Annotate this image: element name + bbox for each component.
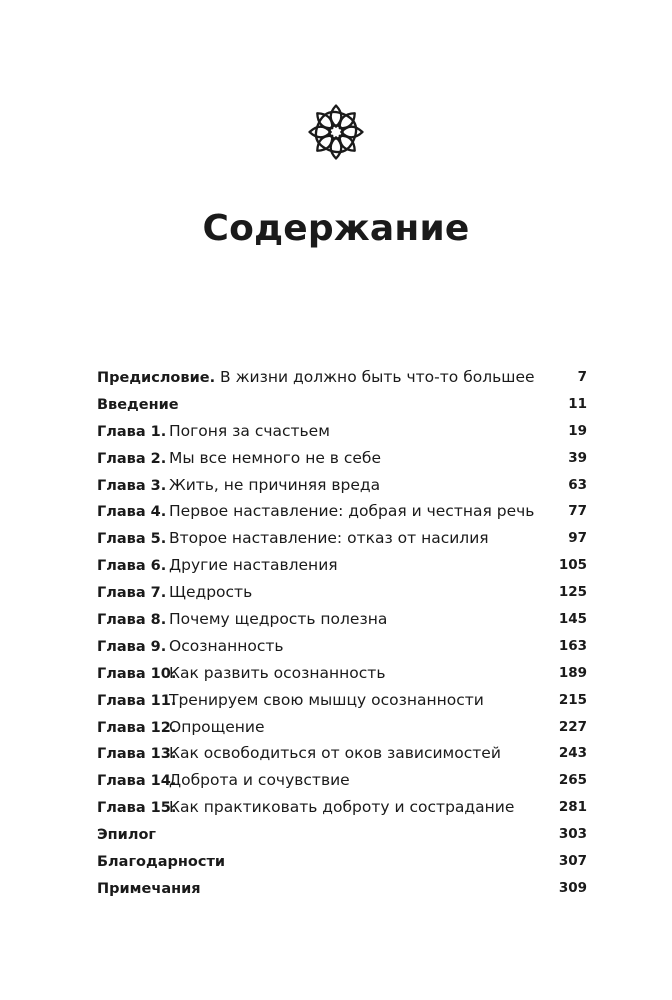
toc-label: Глава 14.: [97, 773, 177, 790]
toc-entry-chapter-13: [97, 740, 587, 767]
toc-page-number: 19: [568, 422, 587, 439]
toc-label: Глава 13.: [97, 746, 177, 763]
toc-page-number: 215: [558, 691, 587, 708]
toc-title: Щедрость: [169, 583, 253, 602]
toc-title: Первое наставление: добрая и честная речь: [169, 502, 535, 521]
toc-page-number: 281: [558, 799, 587, 816]
toc-title: Опрощение: [169, 717, 265, 736]
toc-entry-chapter-11: [97, 687, 587, 714]
toc-title: Как практиковать доброту и сострадание: [169, 798, 515, 817]
table-of-contents: [97, 364, 587, 902]
toc-entry-chapter-10: [97, 660, 587, 687]
toc-title: Мы все немного не в себе: [169, 448, 382, 467]
toc-title: Доброта и сочувствие: [169, 771, 350, 790]
toc-title: Почему щедрость полезна: [169, 610, 388, 629]
toc-label: Примечания: [97, 880, 201, 897]
toc-label: Глава 10.: [97, 665, 177, 682]
toc-entry-introduction: [97, 391, 587, 418]
toc-label: Глава 7.: [97, 585, 167, 602]
lotus-icon: [306, 100, 366, 164]
toc-entry-chapter-4: [97, 498, 587, 525]
toc-entry-chapter-9: [97, 633, 587, 660]
toc-page-number: 11: [568, 395, 587, 412]
toc-entry-chapter-14: [97, 767, 587, 794]
toc-page-number: 303: [558, 826, 587, 843]
toc-entry-chapter-3: [97, 472, 587, 499]
toc-label: Глава 4.: [97, 504, 167, 521]
toc-label: Глава 6.: [97, 558, 167, 575]
toc-page-number: 307: [558, 853, 587, 870]
toc-label: Благодарности: [97, 854, 226, 871]
toc-page-number: 145: [558, 611, 587, 628]
toc-title: В жизни должно быть что-то большее: [220, 368, 535, 386]
toc-page-number: 309: [558, 879, 587, 896]
toc-title: Тренируем свою мышцу осознанности: [169, 690, 484, 709]
toc-label: Эпилог: [97, 827, 156, 844]
toc-title: Жить, не причиняя вреда: [169, 475, 381, 494]
toc-page-number: 243: [558, 745, 587, 762]
toc-label: Предисловие.: [97, 370, 216, 386]
toc-label: Глава 8.: [97, 612, 167, 629]
toc-label: Глава 12.: [97, 719, 177, 736]
toc-title: Как развить осознанность: [169, 663, 386, 682]
toc-title: Погоня за счастьем: [169, 421, 330, 440]
toc-page-number: 77: [568, 503, 587, 520]
toc-entry-chapter-15: [97, 794, 587, 821]
toc-entry-chapter-2: [97, 445, 587, 472]
toc-page-number: 227: [558, 718, 587, 735]
toc-label: Глава 9.: [97, 638, 167, 655]
toc-label: Глава 5.: [97, 531, 167, 548]
toc-entry-chapter-8: [97, 606, 587, 633]
toc-title: Как освободиться от оков зависимостей: [169, 744, 501, 763]
toc-page-number: 97: [568, 530, 587, 547]
toc-page-number: 265: [558, 772, 587, 789]
toc-entry-preface: [97, 364, 587, 391]
toc-entry-chapter-7: [97, 579, 587, 606]
toc-label: Глава 15.: [97, 800, 177, 817]
toc-page-number: 105: [558, 557, 587, 574]
toc-label: Глава 11.: [97, 692, 177, 709]
toc-entry-notes: [97, 875, 587, 902]
toc-label: Глава 2.: [97, 450, 167, 467]
toc-label: Глава 1.: [97, 423, 167, 440]
toc-page-number: 7: [577, 369, 587, 385]
toc-label: Глава 3.: [97, 477, 167, 494]
toc-page-number: 39: [568, 449, 587, 466]
toc-page-number: 163: [558, 637, 587, 654]
toc-entry-chapter-1: [97, 418, 587, 445]
toc-entry-chapter-12: [97, 714, 587, 741]
toc-page-number: 125: [558, 584, 587, 601]
toc-entry-chapter-6: [97, 552, 587, 579]
toc-title: Осознанность: [169, 636, 284, 655]
toc-entry-epilogue: [97, 821, 587, 848]
toc-entry-chapter-5: [97, 525, 587, 552]
toc-title: Второе наставление: отказ от насилия: [169, 529, 489, 548]
page-title: Содержание: [202, 208, 470, 249]
toc-page-number: 189: [558, 664, 587, 681]
toc-title: Другие наставления: [169, 556, 338, 575]
toc-page-number: 63: [568, 476, 587, 493]
toc-label: Введение: [97, 396, 179, 413]
toc-entry-acknowledgements: [97, 848, 587, 875]
